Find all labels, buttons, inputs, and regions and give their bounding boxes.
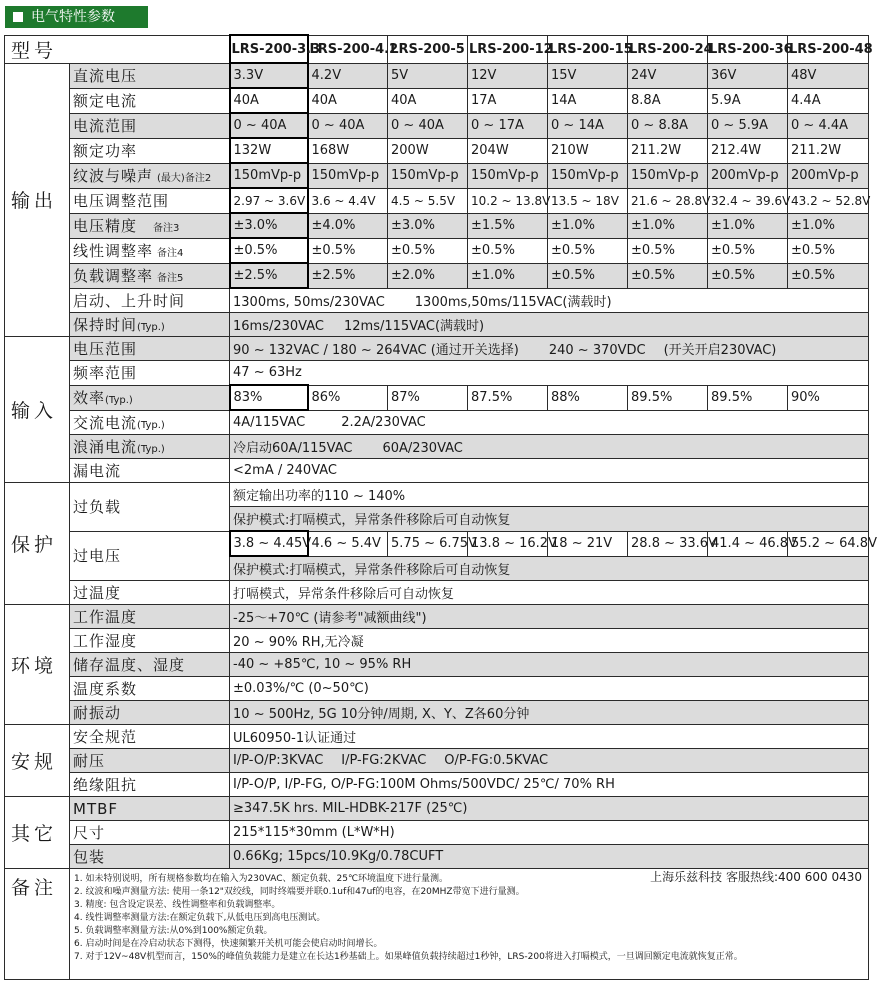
row-label: MTBF <box>70 797 230 821</box>
protection-row <box>5 581 869 605</box>
label-text: 交流电流 <box>73 413 138 432</box>
cell: 150mVp-p <box>468 163 548 188</box>
cell: ±0.5% <box>788 263 869 288</box>
row-label: 启动、上升时间 <box>70 288 230 313</box>
hotline-text: 上海乐兹科技 客服热线:400 600 0430 <box>650 870 863 884</box>
cell: 2.97 ~ 3.6V <box>230 188 308 213</box>
output-row <box>5 88 869 113</box>
output-row <box>5 113 869 138</box>
cell: 40A <box>230 88 308 113</box>
merged-cell: ±0.03%/℃ (0~50℃) <box>230 677 869 701</box>
cell: 5.75 ~ 6.75V <box>388 531 468 556</box>
cell: 40A <box>388 88 468 113</box>
cell: ±1.0% <box>708 213 788 238</box>
model-name: LRS-200-12 <box>468 35 548 63</box>
row-label <box>70 435 230 459</box>
input-row <box>5 435 869 459</box>
others-row <box>5 821 869 845</box>
merged-cell <box>230 410 869 435</box>
value-b: 12ms/115VAC(满载时) <box>344 319 485 334</box>
cell: 12V <box>468 63 548 88</box>
value-a: 1300ms, 50ms/230VAC <box>233 295 385 310</box>
label-text: 电压精度 <box>73 217 138 235</box>
input-category: 输入 <box>5 337 70 483</box>
output-category: 输出 <box>5 63 70 337</box>
cell: 87.5% <box>468 385 548 410</box>
note-line: 4. 线性调整率测量方法:在额定负载下,从低电压到高电压测试。 <box>74 913 326 923</box>
spec-table <box>4 34 877 980</box>
environment-row <box>5 653 869 677</box>
value-a: 16ms/230VAC <box>233 319 324 334</box>
label-text: 线性调整率 <box>73 242 154 260</box>
note-line: 2. 纹波和噪声测量方法: 使用一条12"双绞线，同时终端要并联0.1uf和47uf的电容，在20MHZ带宽下进行量测。 <box>74 887 525 897</box>
cell: 150mVp-p <box>230 163 308 188</box>
note-line: 3. 精度: 包含设定误差、线性调整率和负载调整率。 <box>74 900 281 910</box>
label-text: 保持时间 <box>73 316 138 334</box>
environment-row <box>5 701 869 725</box>
cell: 0 ~ 14A <box>548 113 628 138</box>
row-label: 储存温度、湿度 <box>70 653 230 677</box>
environment-category: 环境 <box>5 605 70 725</box>
cell: 3.3V <box>230 63 308 88</box>
row-label: 过负载 <box>70 483 230 532</box>
model-name: LRS-200-3.3 <box>230 35 308 63</box>
safety-row <box>5 725 869 749</box>
cell: 212.4W <box>708 138 788 163</box>
row-label: 安全规范 <box>70 725 230 749</box>
value-a: 冷启动60A/115VAC <box>233 441 353 456</box>
cell: 83% <box>230 385 308 410</box>
model-row <box>5 35 869 63</box>
cell: ±0.5% <box>708 263 788 288</box>
cell: 3.8 ~ 4.45V <box>230 531 308 556</box>
cell: ±3.0% <box>230 213 308 238</box>
merged-cell: 215*115*30mm (L*W*H) <box>230 821 869 845</box>
cell: 40A <box>308 88 388 113</box>
safety-row <box>5 749 869 773</box>
cell: 43.2 ~ 52.8V <box>788 188 869 213</box>
row-label: 电压范围 <box>70 337 230 361</box>
output-row <box>5 238 869 263</box>
cell: 211.2W <box>628 138 708 163</box>
safety-row <box>5 773 869 797</box>
others-row <box>5 797 869 821</box>
cell: ±0.5% <box>548 263 628 288</box>
cell: 4.5 ~ 5.5V <box>388 188 468 213</box>
merged-cell <box>230 313 869 337</box>
cell: 150mVp-p <box>548 163 628 188</box>
cell: 18 ~ 21V <box>548 531 628 556</box>
cell: ±0.5% <box>230 238 308 263</box>
label-text: 效率 <box>73 389 106 407</box>
value-a: 4A/115VAC <box>233 415 306 430</box>
model-name: LRS-200-5 <box>388 35 468 63</box>
label-note: 备注4 <box>157 248 184 259</box>
cell: 41.4 ~ 46.8V <box>708 531 788 556</box>
merged-cell: I/P-O/P, I/P-FG, O/P-FG:100M Ohms/500VDC/ 25℃/ 70% RH <box>230 773 869 797</box>
cell: 5V <box>388 63 468 88</box>
cell: 32.4 ~ 39.6V <box>708 188 788 213</box>
protection-row <box>5 531 869 556</box>
others-category: 其它 <box>5 797 70 869</box>
merged-cell <box>230 749 869 773</box>
label-note: (最大)备注2 <box>157 173 212 184</box>
cell: 150mVp-p <box>628 163 708 188</box>
output-row <box>5 63 869 88</box>
cell: ±2.0% <box>388 263 468 288</box>
cell: ±1.0% <box>628 213 708 238</box>
cell: 150mVp-p <box>308 163 388 188</box>
value-c: O/P-FG:0.5KVAC <box>444 753 549 768</box>
cell: ±2.5% <box>230 263 308 288</box>
row-label: 温度系数 <box>70 677 230 701</box>
model-name: LRS-200-4.2 <box>308 35 388 63</box>
cell: 204W <box>468 138 548 163</box>
row-label: 耐压 <box>70 749 230 773</box>
cell: 13.8 ~ 16.2V <box>468 531 548 556</box>
model-label: 型号 <box>5 35 230 63</box>
output-row <box>5 288 869 313</box>
cell: 13.5 ~ 18V <box>548 188 628 213</box>
environment-row <box>5 629 869 653</box>
output-row <box>5 163 869 188</box>
model-name: LRS-200-48 <box>788 35 869 63</box>
merged-cell: 20 ~ 90% RH,无冷凝 <box>230 629 869 653</box>
output-row <box>5 313 869 337</box>
cell: 21.6 ~ 28.8V <box>628 188 708 213</box>
input-row <box>5 385 869 410</box>
note-line: 7. 对于12V~48V机型而言，150%的峰值负载能力是建立在长达1秒基础上。如果峰值负载持续超过1秒钟，LRS-200将进入打嗝模式，一旦调回额定电流就恢复正常。 <box>74 952 743 962</box>
merged-cell <box>230 337 869 361</box>
input-row <box>5 410 869 435</box>
cell: ±1.0% <box>468 263 548 288</box>
cell: ±0.5% <box>308 238 388 263</box>
others-row <box>5 845 869 869</box>
value-c: (开关开启230VAC) <box>663 343 777 358</box>
cell: ±2.5% <box>308 263 388 288</box>
cell: 10.2 ~ 13.8V <box>468 188 548 213</box>
cell: 0 ~ 17A <box>468 113 548 138</box>
value-b: 1300ms,50ms/115VAC(满载时) <box>414 295 612 310</box>
cell: 4.2V <box>308 63 388 88</box>
cell: 168W <box>308 138 388 163</box>
value-b: 240 ~ 370VDC <box>548 343 646 358</box>
note-line: 1. 如未特别说明，所有规格参数均在输入为230VAC、额定负载、25℃环境温度下进行量测。 <box>74 874 449 884</box>
merged-cell: -40 ~ +85℃, 10 ~ 95% RH <box>230 653 869 677</box>
value-a: 90 ~ 132VAC / 180 ~ 264VAC (通过开关选择) <box>233 343 519 358</box>
row-label: 额定功率 <box>70 138 230 163</box>
cell: ±1.0% <box>788 213 869 238</box>
input-row <box>5 337 869 361</box>
note-line: 6. 启动时间是在冷启动状态下测得，快速频繁开关机可能会使启动时间增长。 <box>74 939 383 949</box>
label-note: (Typ.) <box>137 419 165 431</box>
cell: 55.2 ~ 64.8V <box>788 531 869 556</box>
row-label: 电压调整范围 <box>70 188 230 213</box>
cell: 3.6 ~ 4.4V <box>308 188 388 213</box>
cell: 36V <box>708 63 788 88</box>
row-label <box>70 163 230 188</box>
row-label: 耐振动 <box>70 701 230 725</box>
label-text: 纹波与噪声 <box>73 167 154 185</box>
cell: 17A <box>468 88 548 113</box>
row-label: 过电压 <box>70 531 230 581</box>
output-row <box>5 138 869 163</box>
cell: ±0.5% <box>628 238 708 263</box>
cell: 28.8 ~ 33.6V <box>628 531 708 556</box>
model-name: LRS-200-24 <box>628 35 708 63</box>
square-icon <box>13 12 23 22</box>
cell: ±0.5% <box>788 238 869 263</box>
cell: ±1.5% <box>468 213 548 238</box>
row-label: 漏电流 <box>70 459 230 483</box>
cell: 0 ~ 4.4A <box>788 113 869 138</box>
notes-cell <box>70 869 869 980</box>
row-label <box>70 410 230 435</box>
row-label: 工作温度 <box>70 605 230 629</box>
cell: ±3.0% <box>388 213 468 238</box>
row-label: 尺寸 <box>70 821 230 845</box>
row-label: 过温度 <box>70 581 230 605</box>
merged-cell: <2mA / 240VAC <box>230 459 869 483</box>
row-label <box>70 385 230 410</box>
merged-cell: 保护模式:打嗝模式，异常条件移除后可自动恢复 <box>230 507 869 532</box>
value-a: I/P-O/P:3KVAC <box>233 753 324 768</box>
cell: 86% <box>308 385 388 410</box>
row-label <box>70 313 230 337</box>
merged-cell: 10 ~ 500Hz, 5G 10分钟/周期, X、Y、Z各60分钟 <box>230 701 869 725</box>
cell: 15V <box>548 63 628 88</box>
notes-row <box>5 869 869 980</box>
row-label <box>70 238 230 263</box>
label-note: 备注5 <box>157 273 184 284</box>
safety-category: 安规 <box>5 725 70 797</box>
cell: ±1.0% <box>548 213 628 238</box>
label-text: 负载调整率 <box>73 267 154 285</box>
merged-cell: UL60950-1认证通过 <box>230 725 869 749</box>
cell: ±0.5% <box>468 238 548 263</box>
section-header <box>5 6 148 28</box>
label-note: 备注3 <box>153 223 180 234</box>
cell: 150mVp-p <box>388 163 468 188</box>
cell: ±0.5% <box>708 238 788 263</box>
cell: ±4.0% <box>308 213 388 238</box>
row-label: 工作湿度 <box>70 629 230 653</box>
merged-cell: 额定输出功率的110 ~ 140% <box>230 483 869 507</box>
cell: 0 ~ 40A <box>308 113 388 138</box>
label-note: (Typ.) <box>137 444 165 455</box>
merged-cell: 保护模式:打嗝模式，异常条件移除后可自动恢复 <box>230 556 869 581</box>
cell: 0 ~ 5.9A <box>708 113 788 138</box>
row-label: 绝缘阻抗 <box>70 773 230 797</box>
merged-cell <box>230 435 869 459</box>
value-b: 60A/230VAC <box>382 441 463 456</box>
cell: 4.6 ~ 5.4V <box>308 531 388 556</box>
output-row <box>5 263 869 288</box>
cell: 89.5% <box>708 385 788 410</box>
cell: 24V <box>628 63 708 88</box>
cell: 4.4A <box>788 88 869 113</box>
note-line: 5. 负载调整率测量方法:从0%到100%额定负载。 <box>74 926 273 936</box>
cell: 88% <box>548 385 628 410</box>
cell: 8.8A <box>628 88 708 113</box>
merged-cell: -25～+70℃ (请参考"减额曲线") <box>230 605 869 629</box>
cell: 5.9A <box>708 88 788 113</box>
cell: 90% <box>788 385 869 410</box>
value-b: 2.2A/230VAC <box>341 415 426 430</box>
row-label: 直流电压 <box>70 63 230 88</box>
cell: ±0.5% <box>388 238 468 263</box>
model-name: LRS-200-15 <box>548 35 628 63</box>
cell: 210W <box>548 138 628 163</box>
row-label: 包装 <box>70 845 230 869</box>
output-row <box>5 213 869 238</box>
notes-category: 备注 <box>5 869 70 980</box>
merged-cell: 47 ~ 63Hz <box>230 361 869 386</box>
protection-row <box>5 483 869 507</box>
cell: 132W <box>230 138 308 163</box>
row-label: 额定电流 <box>70 88 230 113</box>
input-row <box>5 361 869 386</box>
cell: 200W <box>388 138 468 163</box>
protection-category: 保护 <box>5 483 70 605</box>
cell: 0 ~ 40A <box>388 113 468 138</box>
cell: 89.5% <box>628 385 708 410</box>
label-note: (Typ.) <box>137 322 165 333</box>
cell: ±0.5% <box>628 263 708 288</box>
cell: 0 ~ 8.8A <box>628 113 708 138</box>
cell: 87% <box>388 385 468 410</box>
value-b: I/P-FG:2KVAC <box>341 753 427 768</box>
row-label <box>70 263 230 288</box>
merged-cell: ≥347.5K hrs. MIL-HDBK-217F (25℃) <box>230 797 869 821</box>
cell: 211.2W <box>788 138 869 163</box>
cell: 48V <box>788 63 869 88</box>
merged-cell: 打嗝模式，异常条件移除后可自动恢复 <box>230 581 869 605</box>
environment-row <box>5 605 869 629</box>
cell: ±0.5% <box>548 238 628 263</box>
input-row <box>5 459 869 483</box>
cell: 200mVp-p <box>788 163 869 188</box>
row-label: 频率范围 <box>70 361 230 386</box>
model-name: LRS-200-36 <box>708 35 788 63</box>
label-text: 浪涌电流 <box>73 438 138 456</box>
label-note: (Typ.) <box>105 395 133 406</box>
cell: 14A <box>548 88 628 113</box>
environment-row <box>5 677 869 701</box>
output-row <box>5 188 869 213</box>
cell: 0 ~ 40A <box>230 113 308 138</box>
section-title: 电气特性参数 <box>31 9 115 25</box>
row-label: 电流范围 <box>70 113 230 138</box>
row-label <box>70 213 230 238</box>
merged-cell <box>230 288 869 313</box>
merged-cell: 0.66Kg; 15pcs/10.9Kg/0.78CUFT <box>230 845 869 869</box>
cell: 200mVp-p <box>708 163 788 188</box>
